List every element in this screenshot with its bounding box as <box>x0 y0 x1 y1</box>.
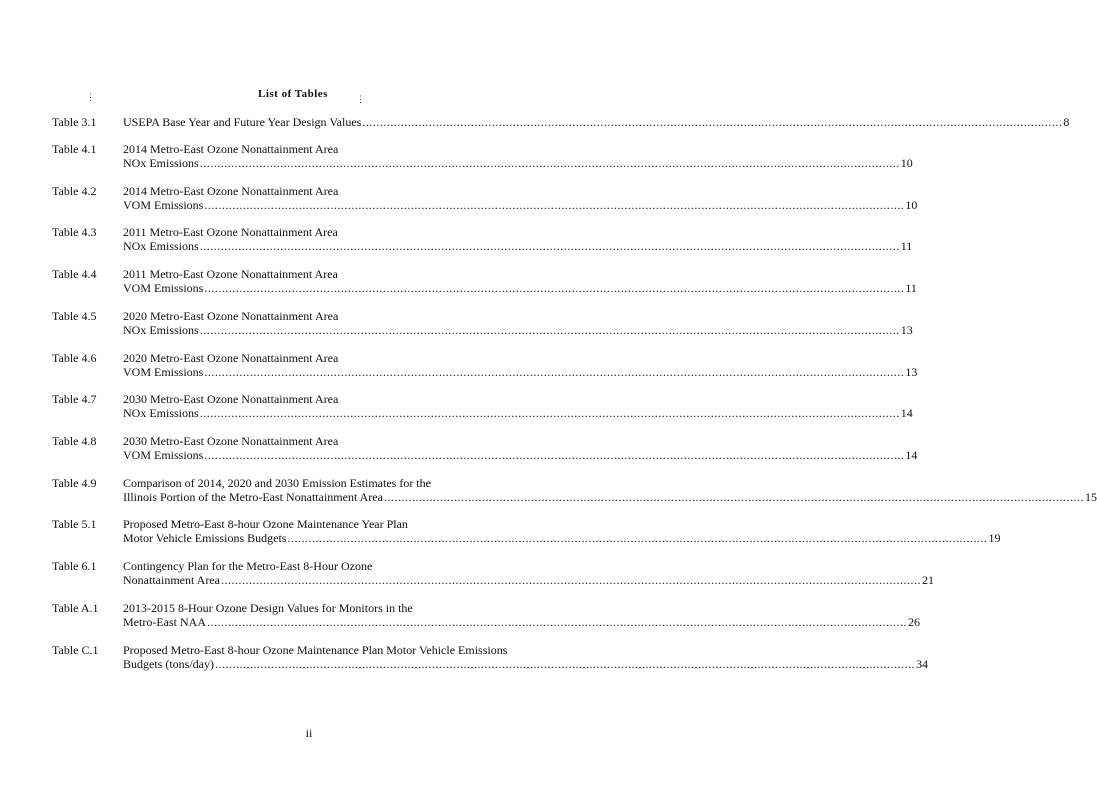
toc-entry-body <box>123 601 920 629</box>
toc-entry-title: Illinois Portion of the Metro-East Nonattainment Area <box>123 490 383 504</box>
toc-entry-label: Table 3.1 <box>52 115 97 129</box>
toc-entry-title-line: Proposed Metro-East 8-hour Ozone Maintenance Year Plan <box>123 517 408 531</box>
toc-entry-label: Table 6.1 <box>52 559 97 573</box>
toc-entry-label: Table 4.1 <box>52 142 97 156</box>
toc-entry-label: Table C.1 <box>52 643 99 657</box>
toc-entry-leader-line <box>123 239 913 253</box>
toc-entry-page-number: 21 <box>921 573 934 587</box>
toc-entry-body <box>123 142 913 170</box>
toc-entry-body <box>123 476 1097 504</box>
toc-entry-title-line: Contingency Plan for the Metro-East 8-Hour Ozone <box>123 559 373 573</box>
toc-entry-title-line: 2030 Metro-East Ozone Nonattainment Area <box>123 434 339 448</box>
page-header <box>0 86 618 106</box>
dot-leader: ........................................................................................................................................................................................................ <box>204 281 905 295</box>
toc-entry-label: Table 4.3 <box>52 225 97 239</box>
toc-entry-title-line: 2014 Metro-East Ozone Nonattainment Area <box>123 184 339 198</box>
dot-leader: ........................................................................................................................................................................................................ <box>206 615 907 629</box>
toc-entry-page-number: 10 <box>900 156 913 170</box>
toc-entry-title: Motor Vehicle Emissions Budgets <box>123 531 287 545</box>
dot-leader: ........................................................................................................................................................................................................ <box>220 573 921 587</box>
toc-entry-title: NOx Emissions <box>123 323 199 337</box>
dot-leader: ........................................................................................................................................................................................................ <box>204 198 905 212</box>
toc-entry-leader-line <box>123 115 1070 129</box>
toc-entry-title: USEPA Base Year and Future Year Design Values <box>123 115 362 129</box>
toc-entry-page-number: 19 <box>988 531 1001 545</box>
toc-entry-body <box>123 392 913 420</box>
toc-entry-leader-line <box>123 156 913 170</box>
toc-entry-page-number: 13 <box>905 365 918 379</box>
toc-entry-page-number: 8 <box>1063 115 1070 129</box>
toc-entry-title-line: Proposed Metro-East 8-hour Ozone Maintenance Plan Motor Vehicle Emissions <box>123 643 508 657</box>
toc-entry-body <box>123 559 934 587</box>
toc-entry-leader-line <box>123 531 1001 545</box>
list-of-tables-title: List of Tables <box>258 88 328 100</box>
dot-leader: ........................................................................................................................................................................................................ <box>362 115 1063 129</box>
toc-entry-page-number: 13 <box>900 323 913 337</box>
toc-entry-body <box>123 225 913 253</box>
toc-entry-title-line: 2020 Metro-East Ozone Nonattainment Area <box>123 351 339 365</box>
toc-entry-page-number: 26 <box>907 615 920 629</box>
toc-entry-label: Table 4.9 <box>52 476 97 490</box>
toc-entry-leader-line <box>123 615 920 629</box>
toc-entry-leader-line <box>123 365 918 379</box>
toc-entry-label: Table 4.4 <box>52 267 97 281</box>
toc-entry-page-number: 11 <box>900 239 913 253</box>
toc-entry-page-number: 10 <box>905 198 918 212</box>
toc-entry-title: VOM Emissions <box>123 198 204 212</box>
toc-entry-title: VOM Emissions <box>123 281 204 295</box>
toc-entry-title-line: 2011 Metro-East Ozone Nonattainment Area <box>123 225 338 239</box>
toc-entry-leader-line <box>123 198 918 212</box>
toc-entry-title-line: 2011 Metro-East Ozone Nonattainment Area <box>123 267 338 281</box>
dot-leader: ........................................................................................................................................................................................................ <box>199 406 900 420</box>
dot-leader: ........................................................................................................................................................................................................ <box>199 239 900 253</box>
toc-entry-body <box>123 309 913 337</box>
page-number: ii <box>305 726 313 740</box>
dot-leader: ........................................................................................................................................................................................................ <box>287 531 988 545</box>
header-left-mark: ⋮ <box>86 92 95 102</box>
dot-leader: ........................................................................................................................................................................................................ <box>204 448 905 462</box>
toc-entry-title: NOx Emissions <box>123 406 199 420</box>
toc-entry-title-line: 2030 Metro-East Ozone Nonattainment Area <box>123 392 339 406</box>
toc-entry-page-number: 15 <box>1084 490 1097 504</box>
toc-entry-title-line: 2013-2015 8-Hour Ozone Design Values for Monitors in the <box>123 601 413 615</box>
toc-entry-label: Table 5.1 <box>52 517 97 531</box>
toc-entry-leader-line <box>123 323 913 337</box>
toc-entry-body <box>123 517 1001 545</box>
toc-entry-title: VOM Emissions <box>123 448 204 462</box>
toc-entry-label: Table A.1 <box>52 601 99 615</box>
toc-entry-title: Metro-East NAA <box>123 615 206 629</box>
toc-entry-page-number: 34 <box>916 657 928 671</box>
toc-entry-page-number: 11 <box>905 281 917 295</box>
toc-entry-title: VOM Emissions <box>123 365 204 379</box>
toc-entry-label: Table 4.6 <box>52 351 97 365</box>
toc-entry-label: Table 4.2 <box>52 184 97 198</box>
dot-leader: ........................................................................................................................................................................................................ <box>204 365 905 379</box>
dot-leader: ........................................................................................................................................................................................................ <box>199 323 900 337</box>
toc-entry-body <box>123 115 1070 129</box>
dot-leader: ........................................................................................................................................................................................................ <box>383 490 1084 504</box>
toc-entry-body <box>123 184 918 212</box>
dot-leader: ........................................................................................................................................................................................................ <box>215 657 915 671</box>
toc-entry-body <box>123 351 918 379</box>
toc-entry-leader-line <box>123 657 928 671</box>
dot-leader: ........................................................................................................................................................................................................ <box>199 156 900 170</box>
toc-entry-title: NOx Emissions <box>123 239 199 253</box>
toc-entry-body <box>123 267 917 295</box>
toc-entry-label: Table 4.8 <box>52 434 97 448</box>
toc-entry-body <box>123 643 928 671</box>
toc-entry-title-line: Comparison of 2014, 2020 and 2030 Emission Estimates for the <box>123 476 431 490</box>
toc-entry-title-line: 2014 Metro-East Ozone Nonattainment Area <box>123 142 339 156</box>
toc-entry-leader-line <box>123 573 934 587</box>
toc-entry-page-number: 14 <box>905 448 918 462</box>
toc-entry-label: Table 4.5 <box>52 309 97 323</box>
toc-entry-leader-line <box>123 448 918 462</box>
toc-entry-page-number: 14 <box>900 406 913 420</box>
toc-entry-title-line: 2020 Metro-East Ozone Nonattainment Area <box>123 309 339 323</box>
toc-entry-label: Table 4.7 <box>52 392 97 406</box>
toc-entry-body <box>123 434 918 462</box>
toc-entry-title: Nonattainment Area <box>123 573 220 587</box>
toc-entry-leader-line <box>123 490 1097 504</box>
header-right-mark: ⋮ <box>356 94 365 104</box>
toc-entry-leader-line <box>123 281 917 295</box>
toc-entry-title: Budgets (tons/day) <box>123 657 214 671</box>
toc-entry-leader-line <box>123 406 913 420</box>
toc-entry-title: NOx Emissions <box>123 156 199 170</box>
